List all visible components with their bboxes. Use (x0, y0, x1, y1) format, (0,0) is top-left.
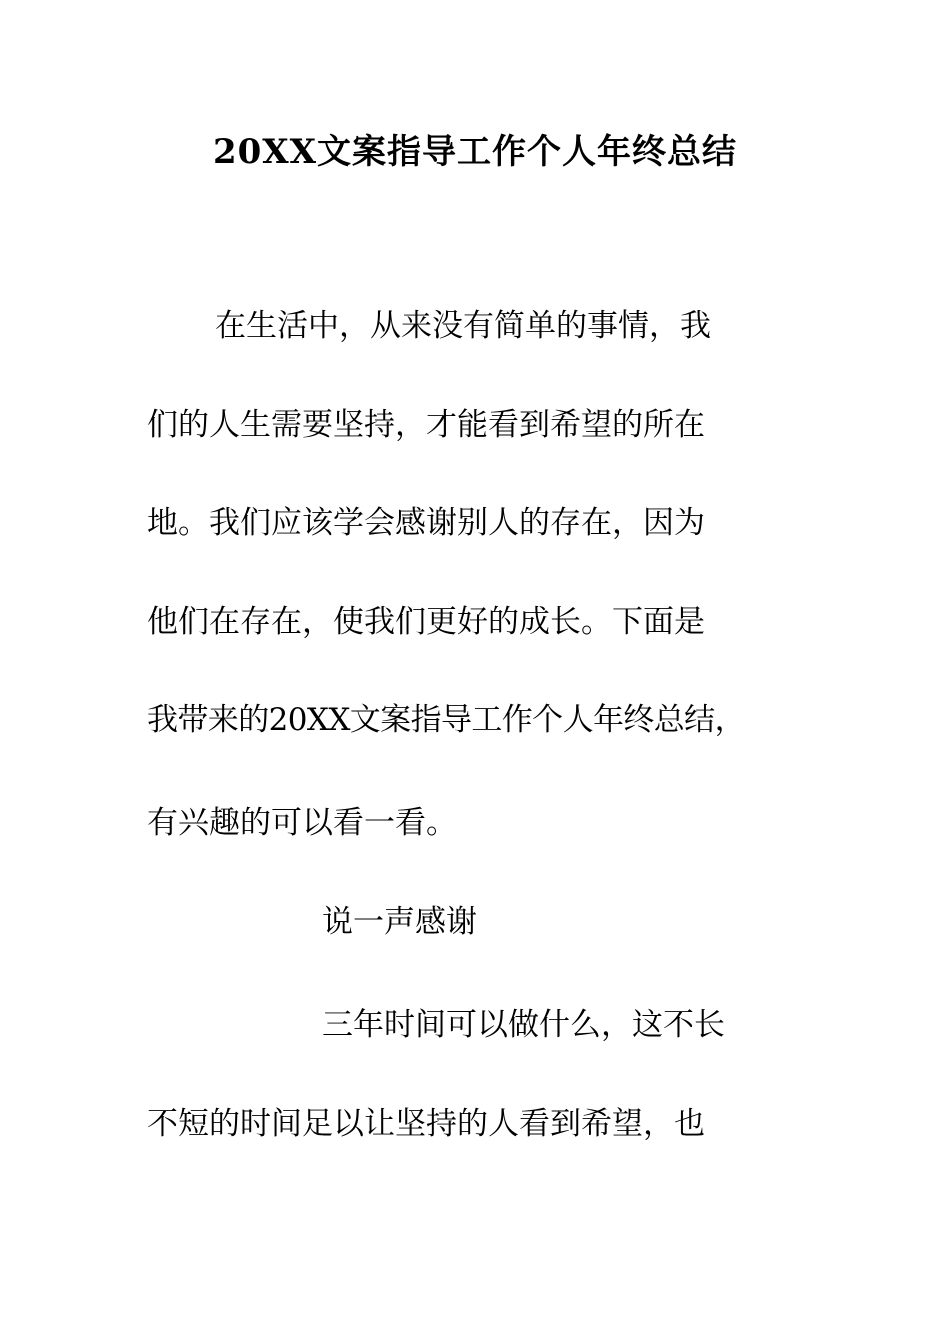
paragraph-line: 有兴趣的可以看一看。 (147, 805, 457, 841)
paragraph-line: 三年时间可以做什么，这不长 (322, 1007, 725, 1043)
paragraph-line: 他们在存在，使我们更好的成长。下面是 (147, 604, 705, 640)
document-title: 20XX文案指导工作个人年终总结 (212, 132, 738, 172)
paragraph-line: 地。我们应该学会感谢别人的存在，因为 (147, 505, 705, 541)
section-heading: 说一声感谢 (322, 904, 477, 940)
paragraph-line: 在生活中，从来没有简单的事情，我 (215, 308, 711, 344)
paragraph-line: 我带来的20XX文案指导工作个人年终总结， (147, 702, 745, 738)
paragraph-line: 们的人生需要坚持，才能看到希望的所在 (147, 407, 705, 443)
paragraph-line: 不短的时间足以让坚持的人看到希望，也 (147, 1106, 705, 1142)
